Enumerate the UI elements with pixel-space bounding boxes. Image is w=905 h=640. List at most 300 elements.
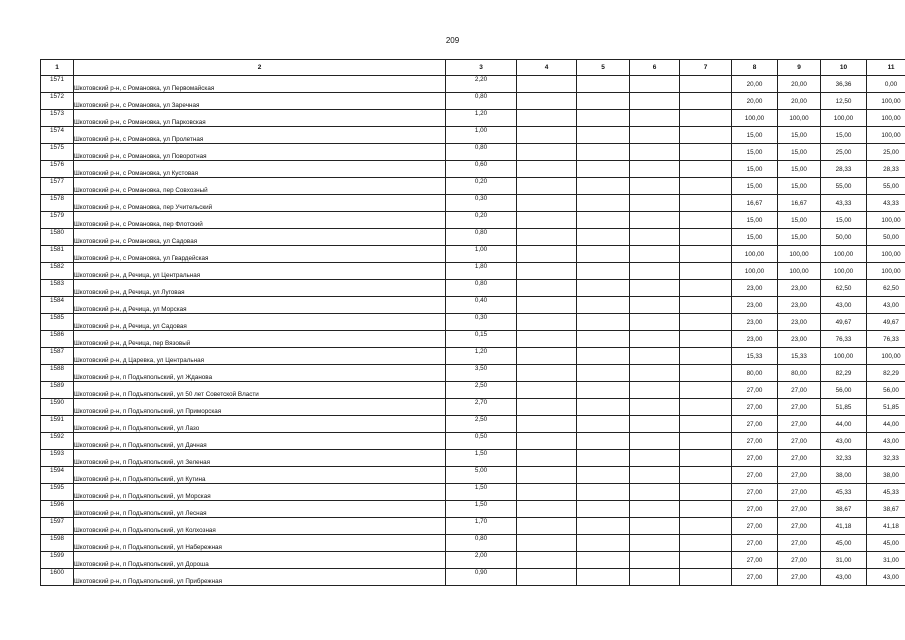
area-cell: 0,40 — [446, 297, 517, 314]
cell-col5 — [577, 229, 630, 246]
cell-col8: 20,00 — [732, 76, 778, 93]
cell-col6 — [630, 280, 680, 297]
cell-col10: 28,33 — [821, 161, 867, 178]
area-cell: 2,00 — [446, 552, 517, 569]
area-cell: 0,50 — [446, 433, 517, 450]
cell-col10: 50,00 — [821, 229, 867, 246]
page-number: 209 — [445, 36, 460, 45]
cell-col8: 15,00 — [732, 229, 778, 246]
column-header: 2 — [74, 60, 446, 76]
area-cell: 0,60 — [446, 161, 517, 178]
cell-col11: 0,00 — [867, 76, 905, 93]
area-cell: 0,90 — [446, 569, 517, 586]
cell-col5 — [577, 110, 630, 127]
cell-col9: 23,00 — [778, 331, 821, 348]
cell-col11: 100,00 — [867, 212, 905, 229]
row-number: 1572 — [41, 93, 74, 110]
cell-col10: 15,00 — [821, 212, 867, 229]
cell-col7 — [680, 399, 732, 416]
table-row — [41, 110, 905, 127]
address-cell: Шкотовский р-н, с Романовка, пер Флотский — [74, 212, 446, 229]
cell-col6 — [630, 195, 680, 212]
cell-col8: 27,00 — [732, 382, 778, 399]
cell-col10: 55,00 — [821, 178, 867, 195]
cell-col7 — [680, 212, 732, 229]
cell-col8: 27,00 — [732, 552, 778, 569]
row-number: 1599 — [41, 552, 74, 569]
cell-col11: 100,00 — [867, 246, 905, 263]
cell-col4 — [517, 569, 577, 586]
cell-col4 — [517, 110, 577, 127]
cell-col7 — [680, 110, 732, 127]
cell-col4 — [517, 501, 577, 518]
cell-col5 — [577, 76, 630, 93]
cell-col5 — [577, 501, 630, 518]
table-row — [41, 212, 905, 229]
area-cell: 0,15 — [446, 331, 517, 348]
cell-col5 — [577, 195, 630, 212]
cell-col11: 100,00 — [867, 127, 905, 144]
column-header: 1 — [41, 60, 74, 76]
cell-col6 — [630, 93, 680, 110]
cell-col8: 23,00 — [732, 280, 778, 297]
area-cell: 1,00 — [446, 246, 517, 263]
cell-col11: 56,00 — [867, 382, 905, 399]
area-cell: 2,20 — [446, 76, 517, 93]
cell-col8: 23,00 — [732, 331, 778, 348]
address-cell: Шкотовский р-н, д Речица, ул Садовая — [74, 314, 446, 331]
area-cell: 2,50 — [446, 382, 517, 399]
address-cell: Шкотовский р-н, п Подъяпольский, ул Колхозная — [74, 518, 446, 535]
cell-col11: 100,00 — [867, 348, 905, 365]
row-number: 1571 — [41, 76, 74, 93]
area-cell: 1,50 — [446, 501, 517, 518]
cell-col9: 16,67 — [778, 195, 821, 212]
cell-col9: 15,00 — [778, 161, 821, 178]
cell-col6 — [630, 399, 680, 416]
cell-col10: 15,00 — [821, 127, 867, 144]
cell-col5 — [577, 399, 630, 416]
cell-col7 — [680, 535, 732, 552]
table-row — [41, 348, 905, 365]
cell-col8: 27,00 — [732, 518, 778, 535]
address-cell: Шкотовский р-н, п Подъяпольский, ул 50 лет Советской Власти — [74, 382, 446, 399]
area-cell: 5,00 — [446, 467, 517, 484]
row-number: 1589 — [41, 382, 74, 399]
cell-col4 — [517, 484, 577, 501]
cell-col4 — [517, 331, 577, 348]
cell-col4 — [517, 399, 577, 416]
table-row — [41, 331, 905, 348]
cell-col10: 32,33 — [821, 450, 867, 467]
cell-col6 — [630, 178, 680, 195]
cell-col9: 27,00 — [778, 569, 821, 586]
table-row — [41, 93, 905, 110]
cell-col7 — [680, 280, 732, 297]
cell-col6 — [630, 161, 680, 178]
cell-col11: 51,85 — [867, 399, 905, 416]
cell-col5 — [577, 382, 630, 399]
cell-col10: 25,00 — [821, 144, 867, 161]
cell-col9: 100,00 — [778, 263, 821, 280]
cell-col8: 15,00 — [732, 144, 778, 161]
cell-col5 — [577, 467, 630, 484]
cell-col8: 27,00 — [732, 450, 778, 467]
cell-col10: 100,00 — [821, 348, 867, 365]
address-cell: Шкотовский р-н, с Романовка, ул Кустовая — [74, 161, 446, 178]
cell-col8: 23,00 — [732, 314, 778, 331]
cell-col9: 15,00 — [778, 212, 821, 229]
table-row — [41, 416, 905, 433]
cell-col6 — [630, 365, 680, 382]
address-cell: Шкотовский р-н, п Подъяпольский, ул Жданова — [74, 365, 446, 382]
table-row — [41, 518, 905, 535]
cell-col6 — [630, 110, 680, 127]
cell-col4 — [517, 348, 577, 365]
cell-col8: 15,00 — [732, 161, 778, 178]
cell-col8: 80,00 — [732, 365, 778, 382]
cell-col5 — [577, 161, 630, 178]
cell-col5 — [577, 416, 630, 433]
cell-col10: 12,50 — [821, 93, 867, 110]
cell-col11: 76,33 — [867, 331, 905, 348]
table-row — [41, 263, 905, 280]
address-cell: Шкотовский р-н, с Романовка, ул Первомайская — [74, 76, 446, 93]
row-number: 1578 — [41, 195, 74, 212]
cell-col7 — [680, 229, 732, 246]
cell-col4 — [517, 297, 577, 314]
address-cell: Шкотовский р-н, д Речица, ул Морская — [74, 297, 446, 314]
cell-col11: 32,33 — [867, 450, 905, 467]
cell-col6 — [630, 348, 680, 365]
cell-col6 — [630, 212, 680, 229]
cell-col11: 38,00 — [867, 467, 905, 484]
cell-col9: 27,00 — [778, 552, 821, 569]
cell-col5 — [577, 280, 630, 297]
cell-col5 — [577, 331, 630, 348]
address-cell: Шкотовский р-н, д Речица, ул Центральная — [74, 263, 446, 280]
cell-col11: 82,29 — [867, 365, 905, 382]
cell-col4 — [517, 127, 577, 144]
cell-col8: 16,67 — [732, 195, 778, 212]
cell-col5 — [577, 263, 630, 280]
row-number: 1581 — [41, 246, 74, 263]
cell-col7 — [680, 144, 732, 161]
cell-col7 — [680, 178, 732, 195]
address-cell: Шкотовский р-н, д Речица, пер Вязовый — [74, 331, 446, 348]
area-cell: 2,70 — [446, 399, 517, 416]
area-cell: 1,70 — [446, 518, 517, 535]
cell-col5 — [577, 127, 630, 144]
cell-col10: 49,67 — [821, 314, 867, 331]
cell-col11: 100,00 — [867, 263, 905, 280]
area-cell: 0,30 — [446, 195, 517, 212]
cell-col5 — [577, 314, 630, 331]
cell-col4 — [517, 161, 577, 178]
cell-col7 — [680, 433, 732, 450]
cell-col8: 100,00 — [732, 246, 778, 263]
area-cell: 0,30 — [446, 314, 517, 331]
cell-col4 — [517, 416, 577, 433]
cell-col9: 23,00 — [778, 280, 821, 297]
area-cell: 1,50 — [446, 484, 517, 501]
cell-col6 — [630, 229, 680, 246]
address-cell: Шкотовский р-н, с Романовка, ул Заречная — [74, 93, 446, 110]
row-number: 1588 — [41, 365, 74, 382]
cell-col9: 23,00 — [778, 314, 821, 331]
cell-col6 — [630, 535, 680, 552]
area-cell: 1,80 — [446, 263, 517, 280]
address-cell: Шкотовский р-н, с Романовка, пер Учительский — [74, 195, 446, 212]
table-row — [41, 399, 905, 416]
address-cell: Шкотовский р-н, д Царевка, ул Центральная — [74, 348, 446, 365]
cell-col5 — [577, 297, 630, 314]
address-cell: Шкотовский р-н, п Подъяпольский, ул Зеленая — [74, 450, 446, 467]
cell-col5 — [577, 246, 630, 263]
cell-col8: 27,00 — [732, 416, 778, 433]
cell-col9: 27,00 — [778, 484, 821, 501]
cell-col4 — [517, 535, 577, 552]
cell-col7 — [680, 331, 732, 348]
cell-col6 — [630, 76, 680, 93]
cell-col4 — [517, 263, 577, 280]
row-number: 1596 — [41, 501, 74, 518]
cell-col6 — [630, 501, 680, 518]
address-cell: Шкотовский р-н, п Подъяпольский, ул Прибрежная — [74, 569, 446, 586]
area-cell: 0,20 — [446, 212, 517, 229]
cell-col4 — [517, 433, 577, 450]
cell-col11: 43,00 — [867, 297, 905, 314]
row-number: 1598 — [41, 535, 74, 552]
cell-col9: 20,00 — [778, 76, 821, 93]
cell-col11: 45,00 — [867, 535, 905, 552]
cell-col11: 43,00 — [867, 569, 905, 586]
row-number: 1590 — [41, 399, 74, 416]
cell-col5 — [577, 518, 630, 535]
cell-col11: 43,33 — [867, 195, 905, 212]
cell-col7 — [680, 161, 732, 178]
cell-col11: 55,00 — [867, 178, 905, 195]
cell-col9: 23,00 — [778, 297, 821, 314]
table-row — [41, 314, 905, 331]
cell-col4 — [517, 178, 577, 195]
cell-col10: 41,18 — [821, 518, 867, 535]
cell-col6 — [630, 552, 680, 569]
column-header: 5 — [577, 60, 630, 76]
cell-col5 — [577, 93, 630, 110]
cell-col9: 15,00 — [778, 178, 821, 195]
cell-col9: 27,00 — [778, 450, 821, 467]
area-cell: 1,20 — [446, 348, 517, 365]
cell-col10: 45,00 — [821, 535, 867, 552]
area-cell: 1,20 — [446, 110, 517, 127]
cell-col11: 28,33 — [867, 161, 905, 178]
cell-col4 — [517, 212, 577, 229]
address-cell: Шкотовский р-н, с Романовка, ул Пролетная — [74, 127, 446, 144]
cell-col10: 100,00 — [821, 246, 867, 263]
cell-col5 — [577, 450, 630, 467]
cell-col10: 62,50 — [821, 280, 867, 297]
cell-col9: 27,00 — [778, 535, 821, 552]
cell-col11: 49,67 — [867, 314, 905, 331]
address-cell: Шкотовский р-н, с Романовка, ул Поворотная — [74, 144, 446, 161]
cell-col7 — [680, 297, 732, 314]
table-row — [41, 433, 905, 450]
cell-col5 — [577, 433, 630, 450]
cell-col9: 27,00 — [778, 467, 821, 484]
cell-col11: 50,00 — [867, 229, 905, 246]
header-row — [41, 60, 905, 76]
cell-col11: 25,00 — [867, 144, 905, 161]
table-row — [41, 229, 905, 246]
cell-col4 — [517, 518, 577, 535]
cell-col11: 45,33 — [867, 484, 905, 501]
cell-col10: 51,85 — [821, 399, 867, 416]
cell-col7 — [680, 127, 732, 144]
table-row — [41, 76, 905, 93]
row-number: 1600 — [41, 569, 74, 586]
cell-col7 — [680, 416, 732, 433]
row-number: 1577 — [41, 178, 74, 195]
column-header: 3 — [446, 60, 517, 76]
table-row — [41, 382, 905, 399]
row-number: 1593 — [41, 450, 74, 467]
cell-col7 — [680, 93, 732, 110]
column-header: 9 — [778, 60, 821, 76]
cell-col9: 27,00 — [778, 399, 821, 416]
row-number: 1580 — [41, 229, 74, 246]
cell-col9: 15,33 — [778, 348, 821, 365]
table-row — [41, 484, 905, 501]
cell-col6 — [630, 382, 680, 399]
cell-col9: 27,00 — [778, 501, 821, 518]
cell-col4 — [517, 467, 577, 484]
cell-col7 — [680, 348, 732, 365]
cell-col4 — [517, 314, 577, 331]
cell-col5 — [577, 484, 630, 501]
row-number: 1573 — [41, 110, 74, 127]
address-cell: Шкотовский р-н, с Романовка, ул Садовая — [74, 229, 446, 246]
cell-col6 — [630, 331, 680, 348]
cell-col10: 36,36 — [821, 76, 867, 93]
cell-col11: 38,67 — [867, 501, 905, 518]
cell-col5 — [577, 569, 630, 586]
row-number: 1595 — [41, 484, 74, 501]
cell-col9: 100,00 — [778, 246, 821, 263]
row-number: 1586 — [41, 331, 74, 348]
cell-col4 — [517, 246, 577, 263]
cell-col8: 27,00 — [732, 501, 778, 518]
row-number: 1582 — [41, 263, 74, 280]
cell-col6 — [630, 467, 680, 484]
area-cell: 1,50 — [446, 450, 517, 467]
cell-col10: 43,00 — [821, 297, 867, 314]
cell-col8: 27,00 — [732, 433, 778, 450]
address-cell: Шкотовский р-н, п Подъяпольский, ул Дачная — [74, 433, 446, 450]
table-body — [41, 76, 905, 586]
cell-col10: 31,00 — [821, 552, 867, 569]
cell-col5 — [577, 535, 630, 552]
cell-col10: 43,00 — [821, 569, 867, 586]
cell-col6 — [630, 484, 680, 501]
table-row — [41, 450, 905, 467]
cell-col11: 43,00 — [867, 433, 905, 450]
cell-col7 — [680, 246, 732, 263]
table-row — [41, 501, 905, 518]
column-header: 10 — [821, 60, 867, 76]
cell-col10: 100,00 — [821, 263, 867, 280]
cell-col9: 80,00 — [778, 365, 821, 382]
column-header: 6 — [630, 60, 680, 76]
cell-col9: 27,00 — [778, 433, 821, 450]
row-number: 1592 — [41, 433, 74, 450]
cell-col7 — [680, 467, 732, 484]
cell-col4 — [517, 76, 577, 93]
row-number: 1574 — [41, 127, 74, 144]
area-cell: 0,80 — [446, 93, 517, 110]
cell-col6 — [630, 297, 680, 314]
cell-col7 — [680, 552, 732, 569]
cell-col7 — [680, 314, 732, 331]
cell-col6 — [630, 127, 680, 144]
table-row — [41, 467, 905, 484]
cell-col8: 20,00 — [732, 93, 778, 110]
cell-col4 — [517, 382, 577, 399]
cell-col6 — [630, 263, 680, 280]
cell-col8: 15,00 — [732, 212, 778, 229]
cell-col6 — [630, 144, 680, 161]
cell-col7 — [680, 569, 732, 586]
address-cell: Шкотовский р-н, с Романовка, пер Совхозный — [74, 178, 446, 195]
cell-col6 — [630, 433, 680, 450]
data-table — [40, 59, 905, 586]
cell-col5 — [577, 144, 630, 161]
table-row — [41, 195, 905, 212]
address-cell: Шкотовский р-н, п Подъяпольский, ул Лесная — [74, 501, 446, 518]
cell-col9: 27,00 — [778, 416, 821, 433]
cell-col5 — [577, 178, 630, 195]
cell-col7 — [680, 382, 732, 399]
cell-col10: 43,00 — [821, 433, 867, 450]
table-row — [41, 297, 905, 314]
cell-col4 — [517, 552, 577, 569]
cell-col9: 27,00 — [778, 382, 821, 399]
cell-col8: 100,00 — [732, 263, 778, 280]
row-number: 1579 — [41, 212, 74, 229]
address-cell: Шкотовский р-н, п Подъяпольский, ул Приморская — [74, 399, 446, 416]
cell-col5 — [577, 212, 630, 229]
cell-col10: 43,33 — [821, 195, 867, 212]
column-header: 7 — [680, 60, 732, 76]
cell-col8: 27,00 — [732, 569, 778, 586]
cell-col9: 15,00 — [778, 229, 821, 246]
cell-col7 — [680, 484, 732, 501]
cell-col8: 27,00 — [732, 399, 778, 416]
cell-col11: 41,18 — [867, 518, 905, 535]
cell-col10: 38,00 — [821, 467, 867, 484]
cell-col7 — [680, 195, 732, 212]
table-row — [41, 280, 905, 297]
table-row — [41, 552, 905, 569]
address-cell: Шкотовский р-н, п Подъяпольский, ул Лазо — [74, 416, 446, 433]
address-cell: Шкотовский р-н, п Подъяпольский, ул Кутина — [74, 467, 446, 484]
cell-col8: 15,00 — [732, 178, 778, 195]
cell-col4 — [517, 93, 577, 110]
table-row — [41, 161, 905, 178]
cell-col4 — [517, 280, 577, 297]
cell-col5 — [577, 348, 630, 365]
cell-col7 — [680, 263, 732, 280]
